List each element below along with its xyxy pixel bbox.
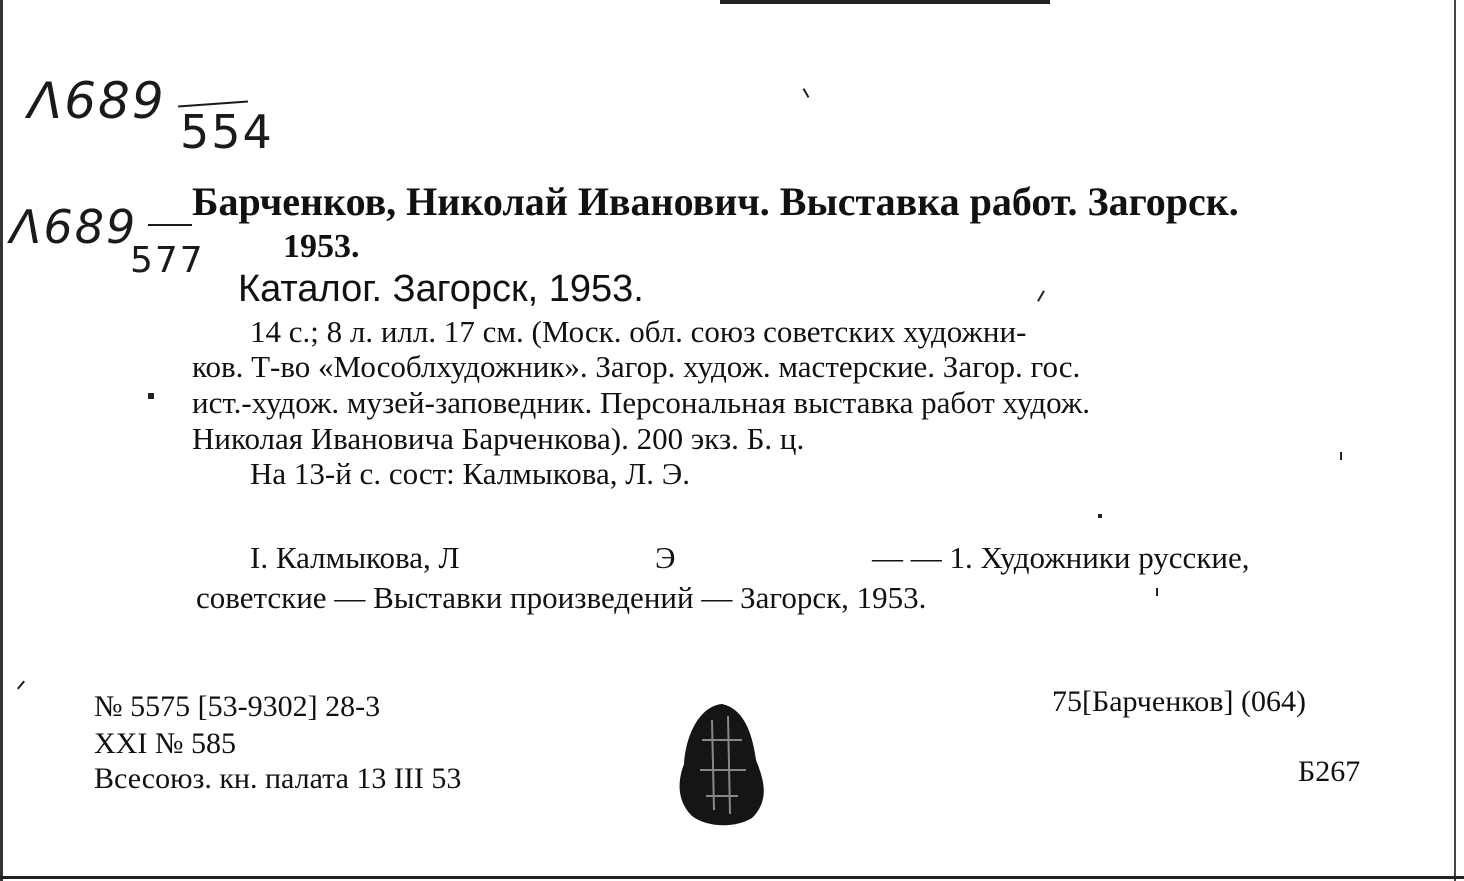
tracings-line-1-left: I. Калмыкова, Л: [250, 540, 460, 575]
chamber-stamp: Всесоюз. кн. палата 13 III 53: [94, 762, 462, 795]
speck: [1037, 290, 1045, 301]
shelfmark-code-1: Λ689: [28, 72, 166, 130]
bottom-edge-line: [0, 876, 1464, 879]
entry-subtitle: Каталог. Загорск, 1953.: [238, 268, 644, 310]
speck: [1340, 452, 1342, 460]
speck: [17, 681, 25, 690]
shelfmark-number-2: 577: [130, 240, 205, 281]
description-line-4: Николая Ивановича Барченкова). 200 экз. Б. ц.: [192, 421, 805, 456]
classification: 75[Барченков] (064): [1052, 685, 1306, 718]
shelfmark-number-1: 554: [180, 105, 274, 159]
compiler-note: На 13-й с. сост: Калмыкова, Л. Э.: [250, 456, 690, 491]
tracings-line-2: советские — Выставки произведений — Загорск, 1953.: [196, 580, 927, 615]
speck: [803, 88, 810, 98]
speck: [148, 393, 154, 399]
right-edge-line: [1454, 0, 1456, 881]
tracings-line-1-right: — — 1. Художники русские,: [872, 540, 1250, 575]
shelfmark-code-2: Λ689: [10, 200, 138, 254]
card-code: Б267: [1298, 755, 1361, 788]
tracings-line-1-mid: Э: [655, 540, 676, 575]
record-number: № 5575 [53-9302] 28-3: [94, 690, 381, 723]
speck: [1156, 588, 1158, 596]
entry-heading: Барченков, Николай Иванович. Выставка работ. Загорск.: [192, 179, 1239, 224]
top-edge-line: [720, 0, 1050, 4]
description-line-1: 14 с.; 8 л. илл. 17 см. (Моск. обл. союз советских художни-: [250, 314, 1027, 349]
entry-heading-year: 1953.: [283, 228, 360, 265]
description-line-3: ист.-худож. музей-заповедник. Персональная выставка работ худож.: [192, 385, 1091, 420]
speck: [1098, 514, 1102, 518]
shelfmark-fraction-line-2: [148, 224, 192, 226]
ink-blot-mark: [672, 700, 772, 830]
description-line-2: ков. Т-во «Мособлхудожник». Загор. худож. мастерские. Загор. гос.: [192, 349, 1081, 384]
left-edge-line: [0, 0, 3, 881]
series-number: XXI № 585: [94, 727, 236, 760]
